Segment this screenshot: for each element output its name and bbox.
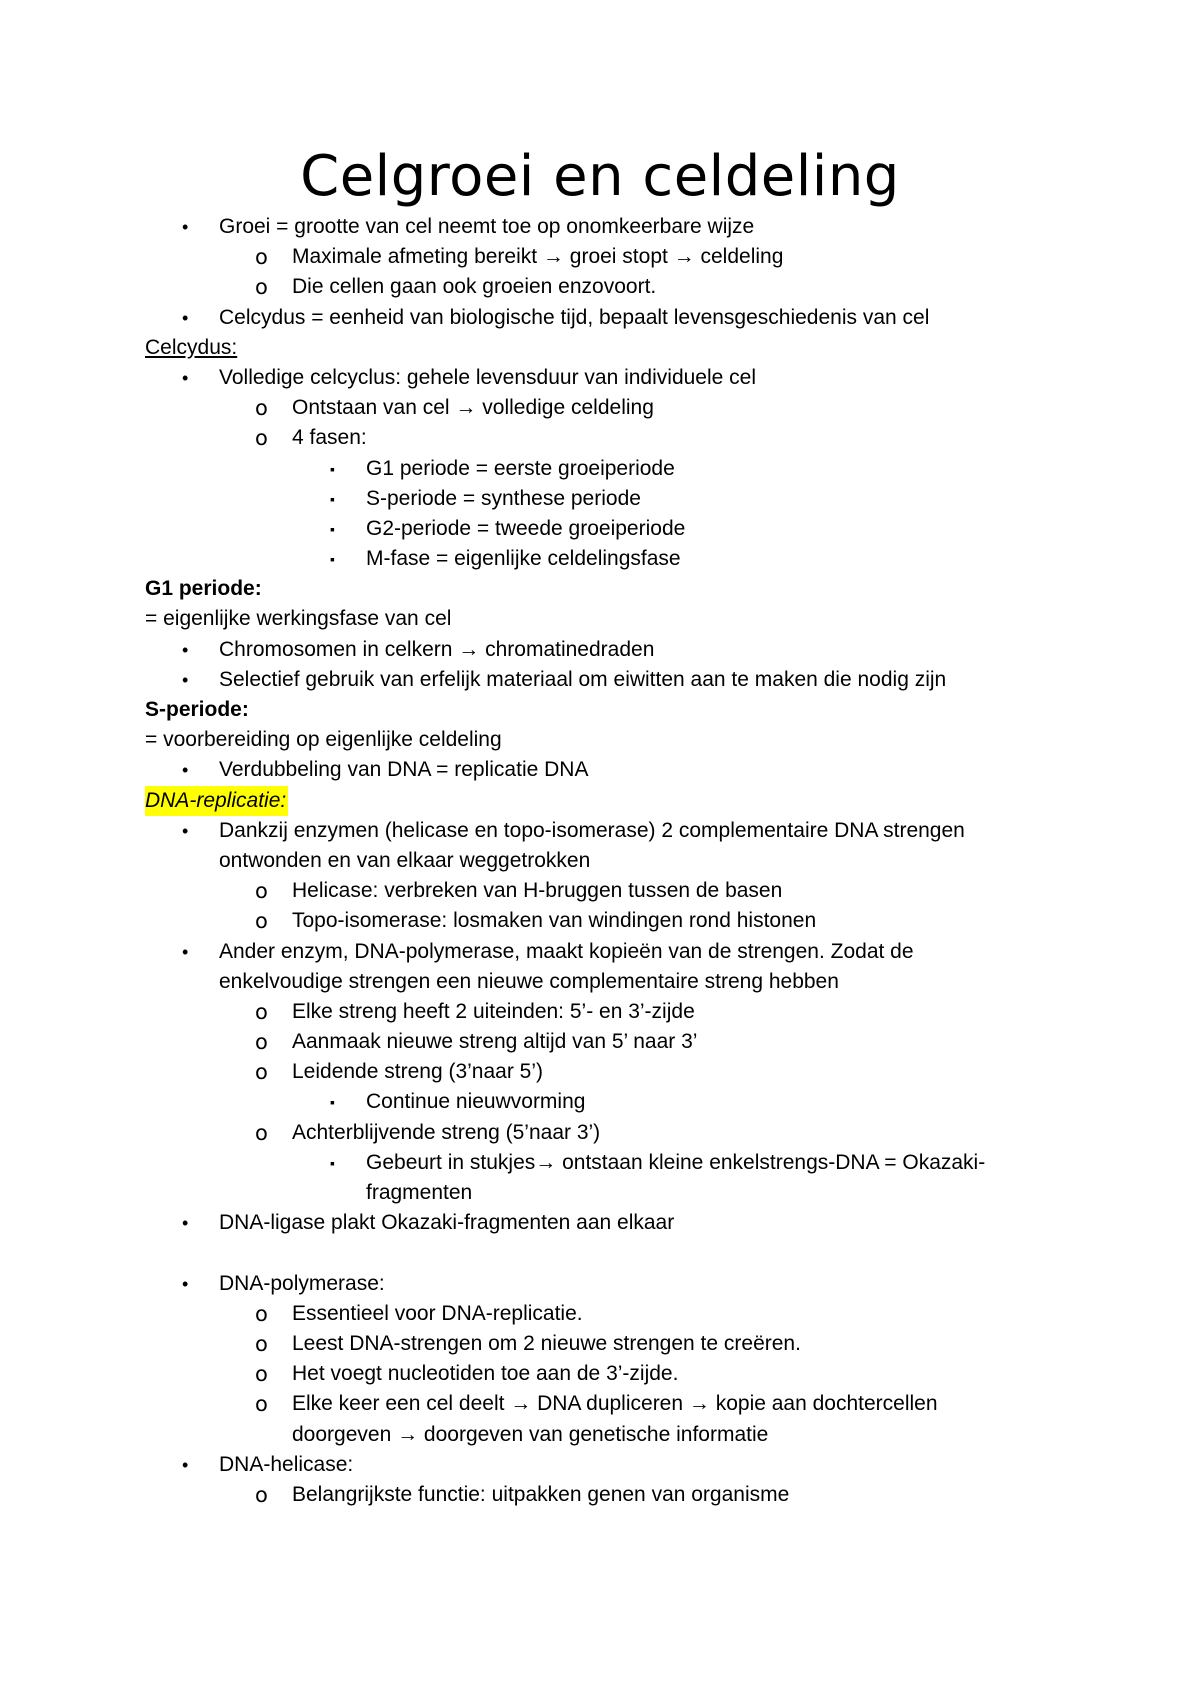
line-text: Leest DNA-strengen om 2 nieuwe strengen te creëren. bbox=[292, 1331, 801, 1355]
list-item bbox=[0, 1389, 1200, 1419]
list-item bbox=[0, 212, 1200, 242]
section-heading: Celcydus: bbox=[145, 335, 238, 359]
line-text: Elke keer een cel deelt → DNA dupliceren → kopie aan dochtercellen bbox=[292, 1392, 938, 1416]
line-text: S-periode = synthese periode bbox=[366, 486, 641, 510]
list-item bbox=[0, 1027, 1200, 1057]
line-text: doorgeven → doorgeven van genetische informatie bbox=[292, 1422, 769, 1446]
list-item bbox=[0, 846, 1200, 876]
list-item bbox=[0, 1450, 1200, 1480]
notes-list bbox=[0, 212, 1200, 1510]
list-item bbox=[0, 997, 1200, 1027]
line-text: Volledige celcyclus: gehele levensduur van individuele cel bbox=[219, 365, 757, 389]
list-item bbox=[0, 242, 1200, 272]
list-item bbox=[0, 1118, 1200, 1148]
list-item bbox=[0, 816, 1200, 846]
list-item bbox=[0, 272, 1200, 302]
line-text: DNA-helicase: bbox=[219, 1452, 354, 1476]
section-heading: G1 periode: bbox=[145, 577, 262, 601]
bullet-circle-icon: o bbox=[255, 1120, 268, 1145]
bullet-circle-icon: o bbox=[255, 245, 268, 270]
list-item bbox=[0, 1269, 1200, 1299]
bullet-disc-icon: • bbox=[182, 760, 189, 781]
line-text: Topo-isomerase: losmaken van windingen rond histonen bbox=[292, 909, 817, 933]
line-text: DNA-ligase plakt Okazaki-fragmenten aan elkaar bbox=[219, 1211, 675, 1235]
line-text: Groei = grootte van cel neemt toe op onomkeerbare wijze bbox=[219, 215, 755, 238]
list-item bbox=[0, 755, 1200, 785]
text-line bbox=[0, 725, 1200, 755]
list-item bbox=[0, 363, 1200, 393]
list-item bbox=[0, 906, 1200, 936]
line-text: Dankzij enzymen (helicase en topo-isomerase) 2 complementaire DNA strengen bbox=[219, 818, 965, 842]
list-item bbox=[0, 484, 1200, 514]
list-item bbox=[0, 544, 1200, 574]
list-item bbox=[0, 1178, 1200, 1208]
line-text: Verdubbeling van DNA = replicatie DNA bbox=[219, 758, 589, 782]
bullet-circle-icon: o bbox=[255, 999, 268, 1024]
bullet-disc-icon: • bbox=[182, 1273, 189, 1294]
line-text: Die cellen gaan ook groeien enzovoort. bbox=[292, 275, 657, 299]
list-item bbox=[0, 1359, 1200, 1389]
line-text: ontwonden en van elkaar weggetrokken bbox=[219, 848, 591, 872]
line-text: Achterblijvende streng (5’naar 3’) bbox=[292, 1120, 601, 1144]
line-text: Continue nieuwvorming bbox=[366, 1090, 586, 1114]
line-text: Leidende streng (3’naar 5’) bbox=[292, 1060, 543, 1084]
bullet-circle-icon: o bbox=[255, 396, 268, 421]
line-text: Essentieel voor DNA-replicatie. bbox=[292, 1301, 583, 1325]
bullet-square-icon: ▪ bbox=[330, 1154, 335, 1171]
list-item bbox=[0, 967, 1200, 997]
line-text: DNA-polymerase: bbox=[219, 1271, 385, 1295]
bullet-circle-icon: o bbox=[255, 1392, 268, 1417]
line-text: Ontstaan van cel → volledige celdeling bbox=[292, 396, 654, 420]
bullet-circle-icon: o bbox=[255, 1030, 268, 1055]
bullet-circle-icon: o bbox=[255, 1331, 268, 1356]
bullet-disc-icon: • bbox=[182, 1454, 189, 1475]
line-text: Gebeurt in stukjes→ ontstaan kleine enkelstrengs-DNA = Okazaki- bbox=[366, 1150, 986, 1174]
section-heading: S-periode: bbox=[145, 698, 249, 721]
bullet-disc-icon: • bbox=[182, 1213, 189, 1234]
list-item bbox=[0, 514, 1200, 544]
line-text: = voorbereiding op eigenlijke celdeling bbox=[145, 728, 502, 752]
bullet-circle-icon: o bbox=[255, 426, 268, 451]
list-item bbox=[0, 1087, 1200, 1117]
list-item bbox=[0, 876, 1200, 906]
line-text: Het voegt nucleotiden toe aan de 3’-zijde. bbox=[292, 1362, 679, 1386]
line-text: Elke streng heeft 2 uiteinden: 5’- en 3’-zijde bbox=[292, 999, 695, 1023]
highlighted-heading: DNA-replicatie: bbox=[145, 786, 288, 816]
bullet-circle-icon: o bbox=[255, 275, 268, 300]
bullet-square-icon: ▪ bbox=[330, 1094, 335, 1111]
list-item bbox=[0, 1480, 1200, 1510]
bullet-disc-icon: • bbox=[182, 669, 189, 690]
list-item bbox=[0, 1420, 1200, 1450]
list-item bbox=[0, 1329, 1200, 1359]
bullet-disc-icon: • bbox=[182, 217, 189, 237]
list-item bbox=[0, 393, 1200, 423]
bullet-square-icon: ▪ bbox=[330, 520, 335, 537]
list-item bbox=[0, 303, 1200, 333]
line-text: fragmenten bbox=[366, 1181, 473, 1204]
list-item bbox=[0, 423, 1200, 453]
line-text: Selectief gebruik van erfelijk materiaal om eiwitten aan te maken die nodig zijn bbox=[219, 667, 947, 691]
line-text: 4 fasen: bbox=[292, 426, 367, 450]
bullet-circle-icon: o bbox=[255, 1060, 268, 1085]
bullet-disc-icon: • bbox=[182, 367, 189, 388]
bullet-circle-icon: o bbox=[255, 909, 268, 934]
line-text: Chromosomen in celkern → chromatinedraden bbox=[219, 637, 655, 661]
bullet-disc-icon: • bbox=[182, 820, 189, 841]
line-text: Belangrijkste functie: uitpakken genen van organisme bbox=[292, 1482, 790, 1506]
line-text: Maximale afmeting bereikt → groei stopt → celdeling bbox=[292, 245, 784, 269]
line-text: enkelvoudige strengen een nieuwe complementaire streng hebben bbox=[219, 969, 839, 993]
line-text: Helicase: verbreken van H-bruggen tussen de basen bbox=[292, 879, 783, 903]
bullet-disc-icon: • bbox=[182, 307, 189, 328]
page-title: Celgroei en celdeling bbox=[300, 144, 900, 209]
line-text: M-fase = eigenlijke celdelingsfase bbox=[366, 547, 681, 571]
list-item bbox=[0, 1299, 1200, 1329]
line-text: G2-periode = tweede groeiperiode bbox=[366, 516, 686, 540]
line-text: Ander enzym, DNA-polymerase, maakt kopieën van de strengen. Zodat de bbox=[219, 939, 914, 963]
list-item bbox=[0, 665, 1200, 695]
list-item bbox=[0, 937, 1200, 967]
list-item bbox=[0, 1208, 1200, 1238]
bullet-circle-icon: o bbox=[255, 1482, 268, 1507]
bullet-circle-icon: o bbox=[255, 1301, 268, 1326]
text-line bbox=[0, 786, 1200, 816]
blank-line bbox=[0, 1238, 1200, 1268]
list-item bbox=[0, 635, 1200, 665]
bullet-disc-icon: • bbox=[182, 639, 189, 660]
list-item bbox=[0, 1057, 1200, 1087]
bullet-disc-icon: • bbox=[182, 941, 189, 962]
text-line bbox=[0, 333, 1200, 363]
list-item bbox=[0, 454, 1200, 484]
line-text: G1 periode = eerste groeiperiode bbox=[366, 456, 675, 480]
list-item bbox=[0, 1148, 1200, 1178]
bullet-square-icon: ▪ bbox=[330, 460, 335, 477]
text-line bbox=[0, 574, 1200, 604]
line-text: = eigenlijke werkingsfase van cel bbox=[145, 607, 452, 631]
bullet-square-icon: ▪ bbox=[330, 490, 335, 507]
bullet-circle-icon: o bbox=[255, 879, 268, 904]
text-line bbox=[0, 604, 1200, 634]
line-text: Celcydus = eenheid van biologische tijd, bepaalt levensgeschiedenis van cel bbox=[219, 305, 930, 329]
line-text: Aanmaak nieuwe streng altijd van 5’ naar 3’ bbox=[292, 1030, 698, 1054]
bullet-square-icon: ▪ bbox=[330, 551, 335, 568]
bullet-circle-icon: o bbox=[255, 1362, 268, 1387]
text-line bbox=[0, 695, 1200, 725]
